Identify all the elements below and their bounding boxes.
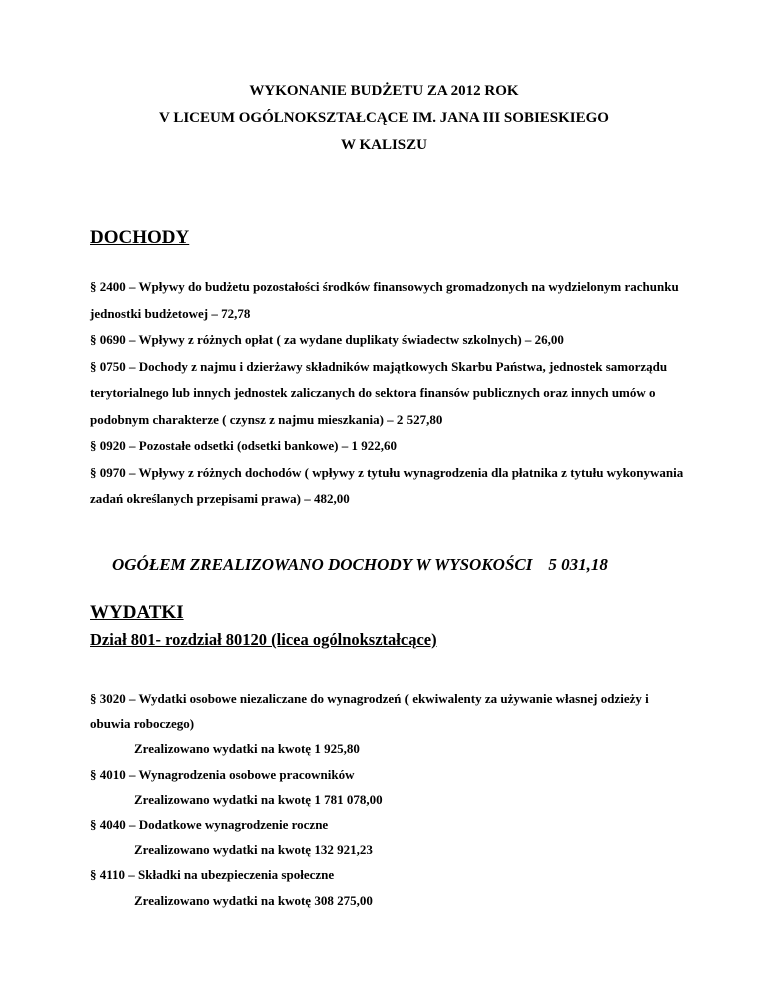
income-item-0970: § 0970 – Wpływy z różnych dochodów ( wpływy z tytułu wynagrodzenia dla płatnika z tytułu wykonywania zadań określanych przepisami prawa) – 482,00 xyxy=(90,464,684,506)
expense-item-detail: Zrealizowano wydatki na kwotę 1 781 078,00 xyxy=(134,791,383,807)
expenses-subheading: Dział 801- rozdział 80120 (licea ogólnokształcące) xyxy=(90,630,437,649)
expenses-heading: WYDATKI xyxy=(90,602,184,623)
document-title xyxy=(0,78,768,159)
expenses-list xyxy=(90,686,690,913)
expense-item-detail: Zrealizowano wydatki na kwotę 308 275,00 xyxy=(134,892,373,908)
income-list xyxy=(90,274,690,513)
income-total xyxy=(112,554,608,576)
expense-item-detail: Zrealizowano wydatki na kwotę 132 921,23 xyxy=(134,842,373,858)
title-line-2: V LICEUM OGÓLNOKSZTAŁCĄCE IM. JANA III SOBIESKIEGO xyxy=(159,110,609,126)
income-heading: DOCHODY xyxy=(90,227,190,248)
expense-item-title: § 4010 – Wynagrodzenia osobowe pracowników xyxy=(90,766,355,782)
expense-item-title: § 4110 – Składki na ubezpieczenia społeczne xyxy=(90,867,335,883)
income-item-0690: § 0690 – Wpływy z różnych opłat ( za wydane duplikaty świadectw szkolnych) – 26,00 xyxy=(90,332,564,347)
income-total-amount: 5 031,18 xyxy=(548,555,608,574)
expense-item-title: § 3020 – Wydatki osobowe niezaliczane do wynagrodzeń ( ekwiwalenty za używanie własnej odzieży i obuwia roboczego) xyxy=(90,691,649,732)
title-line-3: W KALISZU xyxy=(340,137,427,153)
expense-item-detail: Zrealizowano wydatki na kwotę 1 925,80 xyxy=(134,741,360,757)
title-line-1: WYKONANIE BUDŻETU ZA 2012 ROK xyxy=(249,83,519,99)
income-item-0750: § 0750 – Dochody z najmu i dzierżawy składników majątkowych Skarbu Państwa, jednostek samorządu terytorialnego lub innych jednostek zaliczanych do sektora finansów publicznych oraz innych umów o podobnym charakterze ( czynsz z najmu mieszkania) – 2 527,80 xyxy=(90,358,668,427)
income-item-2400: § 2400 – Wpływy do budżetu pozostałości środków finansowych gromadzonych na wydzielonym rachunku jednostki budżetowej – 72,78 xyxy=(90,279,679,321)
income-item-0920: § 0920 – Pozostałe odsetki (odsetki bankowe) – 1 922,60 xyxy=(90,438,397,453)
income-total-label: OGÓŁEM ZREALIZOWANO DOCHODY W WYSOKOŚCI xyxy=(112,555,533,574)
expense-item-title: § 4040 – Dodatkowe wynagrodzenie roczne xyxy=(90,817,329,833)
